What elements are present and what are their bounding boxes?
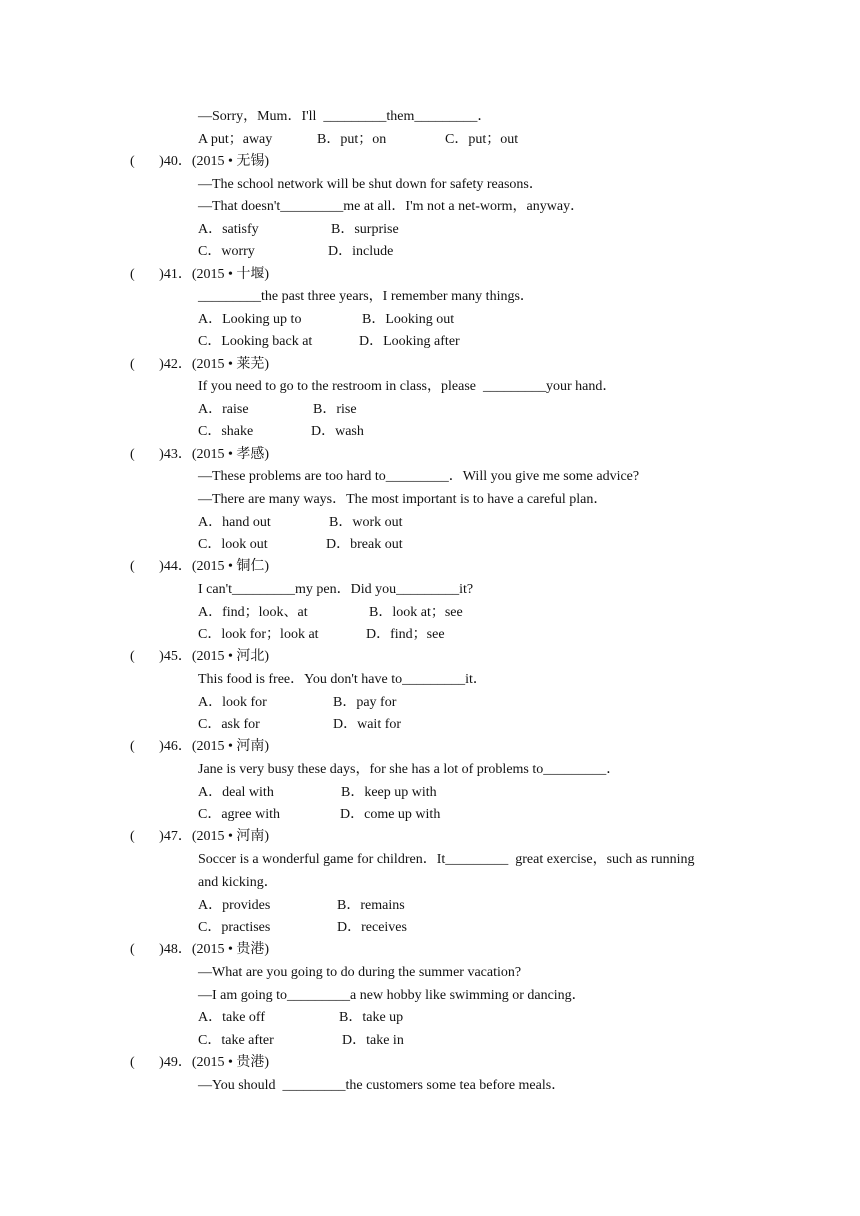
question-number: ( )47．(2015 • 河南)	[130, 829, 270, 844]
question-number: ( )42．(2015 • 莱芜)	[130, 357, 270, 372]
option-d: D．find；see	[366, 627, 445, 642]
option-c: C．ask for	[198, 717, 260, 732]
question-line: —There are many ways．The most important is to have a careful plan．	[198, 492, 608, 507]
question-line: This food is free．You don't have to_________it．	[198, 672, 487, 687]
option-b: B．work out	[329, 515, 403, 530]
question-number: ( )45．(2015 • 河北)	[130, 649, 270, 664]
option-d: D．wait for	[333, 717, 402, 732]
option-a: A．find；look、at	[198, 605, 308, 620]
option-b: B．remains	[337, 898, 405, 913]
option-c: C．look out	[198, 537, 268, 552]
option-a: A．deal with	[198, 785, 274, 800]
question-line: —These problems are too hard to_________．Will you give me some advice?	[198, 469, 640, 484]
option-c: C．put；out	[445, 132, 519, 147]
option-a: A．provides	[198, 898, 271, 913]
option-a: A put；away	[198, 132, 273, 147]
question-line: —The school network will be shut down for safety reasons．	[198, 177, 543, 192]
question-line: —I am going to_________a new hobby like swimming or dancing．	[198, 988, 586, 1003]
option-b: B．rise	[313, 402, 357, 417]
question-number: ( )43．(2015 • 孝感)	[130, 447, 270, 462]
question-line: —Sorry，Mum．I'll _________them_________．	[198, 109, 492, 124]
question-line: Jane is very busy these days，for she has a lot of problems to_________．	[198, 762, 621, 777]
option-b: B．keep up with	[341, 785, 437, 800]
question-line: _________the past three years，I remember many things．	[198, 289, 534, 304]
option-b: B．surprise	[331, 222, 399, 237]
question-line: —What are you going to do during the summer vacation?	[198, 965, 522, 980]
option-a: A．Looking up to	[198, 312, 302, 327]
option-b: B．pay for	[333, 695, 397, 710]
question-line: If you need to go to the restroom in class，please _________your hand．	[198, 379, 617, 394]
option-d: D．come up with	[340, 807, 441, 822]
option-a: A．take off	[198, 1010, 265, 1025]
question-line: and kicking．	[198, 875, 278, 890]
question-line: I can't_________my pen．Did you_________it?	[198, 582, 474, 597]
option-a: A．satisfy	[198, 222, 259, 237]
question-number: ( )44．(2015 • 铜仁)	[130, 559, 270, 574]
option-d: D．take in	[342, 1033, 404, 1048]
option-d: D．include	[328, 244, 394, 259]
option-b: B．look at；see	[369, 605, 463, 620]
option-a: A．hand out	[198, 515, 271, 530]
question-number: ( )41．(2015 • 十堰)	[130, 267, 270, 282]
option-a: A．look for	[198, 695, 267, 710]
option-c: C．Looking back at	[198, 334, 313, 349]
option-a: A．raise	[198, 402, 249, 417]
option-c: C．shake	[198, 424, 254, 439]
option-b: B．put；on	[317, 132, 387, 147]
question-line: —That doesn't_________me at all．I'm not a net-worm，anyway．	[198, 199, 585, 214]
question-number: ( )49．(2015 • 贵港)	[130, 1055, 270, 1070]
option-c: C．agree with	[198, 807, 281, 822]
option-c: C．worry	[198, 244, 255, 259]
option-d: D．wash	[311, 424, 364, 439]
option-d: D．Looking after	[359, 334, 460, 349]
option-d: D．break out	[326, 537, 403, 552]
question-line: Soccer is a wonderful game for children．It_________ great exercise，such as running	[198, 852, 695, 867]
question-number: ( )40．(2015 • 无锡)	[130, 154, 270, 169]
question-line: —You should _________the customers some tea before meals．	[198, 1078, 566, 1093]
question-number: ( )46．(2015 • 河南)	[130, 739, 270, 754]
option-c: C．take after	[198, 1033, 274, 1048]
option-c: C．practises	[198, 920, 271, 935]
option-b: B．take up	[339, 1010, 404, 1025]
question-number: ( )48．(2015 • 贵港)	[130, 942, 270, 957]
option-c: C．look for；look at	[198, 627, 319, 642]
option-d: D．receives	[337, 920, 407, 935]
option-b: B．Looking out	[362, 312, 455, 327]
